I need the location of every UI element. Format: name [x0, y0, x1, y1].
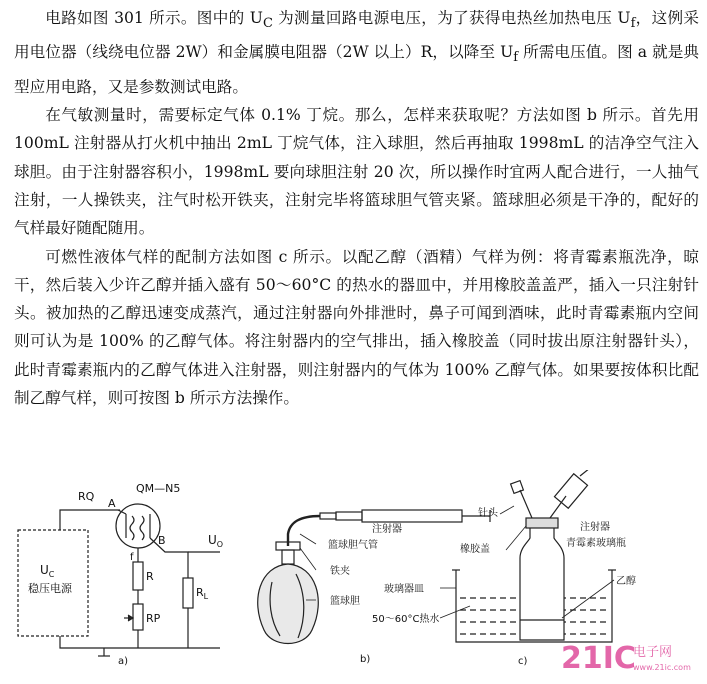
fig-a-circuit: [18, 504, 220, 656]
label-clamp: 铁夹: [330, 566, 350, 577]
watermark-logo: [561, 638, 697, 678]
potentiometer-rp: [133, 604, 143, 630]
paragraph-2: 在气敏测量时，需要标定气体 0.1% 丁烷。那么，怎样来获取呢？方法如图 b 所示。首先用 100mL 注射器从打火机中抽出 2mL 丁烷气体，注入球胆，然后再抽取 1998mL 的洁净空气注入球胆。由于注射器容积小，1998mL 要向球胆注射 20 次，所以操作时宜两人配合进行，一人抽气注射，一人操铁夹，注气时松开铁夹，注射完毕将篮球胆气管夹紧。篮球胆必须是干净的，配好的气样最好随配随用。: [14, 106, 699, 238]
label-pin-b: B: [158, 534, 166, 547]
label-pin-f: f: [130, 552, 134, 563]
label-syringe-b: 注射器: [372, 524, 402, 535]
resistor-r: [133, 562, 143, 590]
label-rl: $R_L$: [196, 586, 209, 601]
vial: [520, 526, 564, 640]
label-cap: 橡胶盖: [460, 544, 490, 555]
label-pin-a: A: [108, 497, 116, 510]
caption-c: c): [518, 656, 528, 667]
label-dish: 玻璃器皿: [384, 584, 424, 595]
bladder: [258, 564, 319, 644]
watermark-sub: 电子网: [633, 645, 673, 660]
paragraph-1: 电路如图 301 所示。图中的 $U_C$ 为测量回路电源电压，为了获得电热丝加热电压 $U_f$，这例采用电位器（线绕电位器 2W）和金属膜电阻器（2W 以上）R，以降至 $U_f$ 所需电压值。图 a 就是典型应用电路，又是参数测试电路。: [14, 9, 700, 96]
label-uo: $U_O$: [208, 533, 224, 549]
label-rp: RP: [146, 612, 161, 625]
label-psu: 稳压电源: [28, 582, 72, 595]
label-r: R: [146, 570, 154, 583]
label-ethanol: 乙醇: [616, 576, 636, 587]
label-part: QM—N5: [136, 482, 181, 495]
caption-a: a): [118, 656, 129, 667]
watermark-text: 21IC: [561, 641, 636, 676]
label-rq: RQ: [78, 490, 95, 503]
label-needle: 针头: [478, 508, 498, 519]
label-tube: 篮球胆气管: [328, 540, 378, 551]
syringe-c: [554, 474, 587, 509]
rubber-cap: [526, 518, 558, 528]
article-text: [14, 4, 699, 412]
paragraph-3: 可燃性液体气样的配制方法如图 c 所示。以配乙醇（酒精）气样为例：将青霉素瓶洗净，晾干，然后装入少许乙醇并插入盛有 50～60°C 的热水的器皿中，并用橡胶盖盖严，插入一只注射针头。被加热的乙醇迅速变成蒸汽，通过注射器向外排泄时，鼻子可闻到酒味，此时青霉素瓶内空间则可认为是 100% 的乙醇气体。将注射器内的空气排出，插入橡胶盖（同时拔出原注射器针头），此时青霉素瓶内的乙醇气体进入注射器，则注射器内的气体为 100% 乙醇气体。如果要按体积比配制乙醇气样，则可按图 b 所示方法操作。: [14, 247, 699, 408]
fig-c-apparatus: [452, 470, 616, 642]
label-uc: $U_C$: [40, 563, 55, 579]
caption-b: b): [360, 654, 371, 665]
label-syringe-c: 注射器: [580, 522, 610, 533]
label-bladder: 篮球胆: [330, 596, 360, 607]
resistor-rl: [183, 578, 193, 608]
syringe-b: [362, 510, 462, 522]
watermark-url: www.21ic.com: [633, 663, 691, 672]
label-vial: 青霉素玻璃瓶: [566, 538, 626, 549]
label-water: 50～60°C热水: [372, 614, 440, 625]
